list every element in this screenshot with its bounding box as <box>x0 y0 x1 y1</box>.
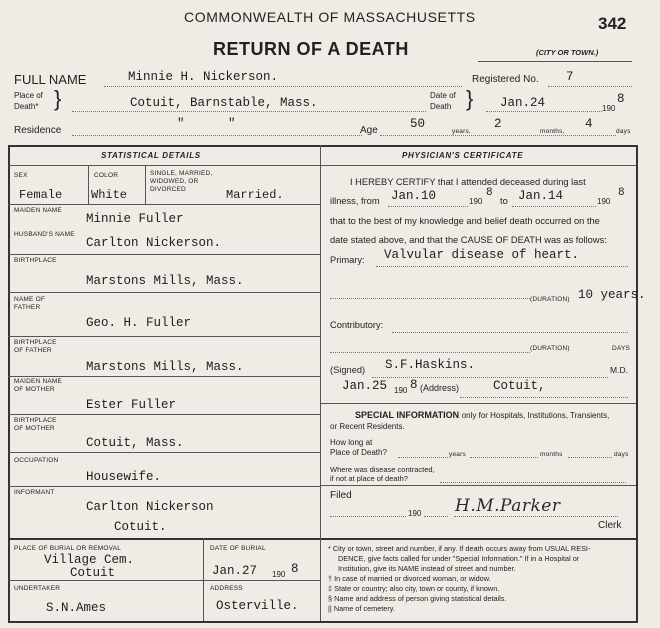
husbands-name-label: HUSBAND'S NAME <box>14 231 75 238</box>
footnote-6: § Name and address of person giving statistical details. <box>328 594 507 603</box>
mother-birthplace-value: Cotuit, Mass. <box>86 436 184 450</box>
undertaker-address-label: ADDRESS <box>210 585 243 592</box>
duration-label-1: (DURATION) <box>530 296 570 303</box>
how-long-months-label: months <box>540 451 563 458</box>
duration-value-1: 10 years. <box>578 288 646 302</box>
burial-place-label: PLACE OF BURIAL OR REMOVAL <box>14 545 122 552</box>
marital-label-1: SINGLE, MARRIED, <box>150 170 213 177</box>
father-label-1: NAME OF <box>14 296 46 303</box>
informant-name-value: Carlton Nickerson <box>86 500 214 514</box>
burial-date-value: Jan.27 <box>212 564 258 578</box>
father-birthplace-value: Marstons Mills, Mass. <box>86 360 244 374</box>
father-name-value: Geo. H. Fuller <box>86 316 192 330</box>
special-heading <box>355 410 609 420</box>
md-label: M.D. <box>610 365 628 375</box>
age-days: 4 <box>585 117 593 131</box>
age-months: 2 <box>494 117 502 131</box>
date-of-death-value: Jan.24 <box>500 96 546 110</box>
occupation-value: Housewife. <box>86 470 162 484</box>
to-year-prefix: 190 <box>597 197 611 206</box>
father-birthplace-label-1: BIRTHPLACE <box>14 339 57 346</box>
age-years: 50 <box>410 117 426 131</box>
statistical-heading: STATISTICAL DETAILS <box>101 151 201 160</box>
clerk-signature: H.M.Parker <box>455 496 561 516</box>
marital-value: Married. <box>226 188 284 202</box>
birthplace-value: Marstons Mills, Mass. <box>86 274 244 288</box>
age-label: Age <box>360 125 378 136</box>
full-name-value: Minnie H. Nickerson. <box>128 70 279 84</box>
age-years-label: years, <box>452 128 471 135</box>
physician-heading: PHYSICIAN'S CERTIFICATE <box>402 151 524 160</box>
mother-label-2: OF MOTHER <box>14 386 55 393</box>
contributory-label: Contributory: <box>330 320 384 330</box>
address-value: Cotuit, <box>493 379 546 393</box>
date-of-death-label-2: Death <box>430 102 452 111</box>
footnote-5: ‡ State or country; also city, town or county, if known. <box>328 584 500 593</box>
mother-birthplace-label-1: BIRTHPLACE <box>14 417 57 424</box>
death-year-suffix: 8 <box>617 92 625 106</box>
registered-no-value: 7 <box>566 70 574 84</box>
death-year-prefix: 190 <box>602 104 616 113</box>
where-label-1: Where was disease contracted, <box>330 465 435 474</box>
certify-line-3: that to the best of my knowledge and belief death occurred on the <box>330 216 600 226</box>
full-name-label: FULL NAME <box>14 72 87 87</box>
burial-place-value-1: Village Cem. <box>44 553 135 567</box>
illness-to-value: Jan.14 <box>518 189 564 203</box>
father-birthplace-label-2: OF FATHER <box>14 347 52 354</box>
sign-date-value: Jan.25 <box>342 379 388 393</box>
footnote-2: DENCE, give facts called for under "Special Information." If in a Hospital or <box>338 554 580 563</box>
burial-date-label: DATE OF BURIAL <box>210 545 266 552</box>
illness-from-label: illness, from <box>330 196 380 206</box>
how-long-years-label: years <box>449 451 466 458</box>
address-label: (Address) <box>420 383 460 393</box>
how-long-label-2: Place of Death? <box>330 448 387 457</box>
state-heading: COMMONWEALTH OF MASSACHUSETTS <box>184 9 476 25</box>
informant-address-value: Cotuit. <box>114 520 167 534</box>
mother-label-1: MAIDEN NAME <box>14 378 63 385</box>
color-value: White <box>91 188 128 202</box>
signed-value: S.F.Haskins. <box>385 358 476 372</box>
residence-label: Residence <box>14 125 62 136</box>
to-label: to <box>500 196 508 206</box>
city-or-town-label: (CITY OR TOWN.) <box>536 48 599 57</box>
footnote-3: Institution, give its NAME instead of street and number. <box>338 564 516 573</box>
certify-text: I HEREBY CERTIFY that I attended deceased during last <box>350 177 586 187</box>
special-heading-bold: SPECIAL INFORMATION <box>355 410 460 420</box>
footnote-4: † In case of married or divorced woman, or widow. <box>328 574 491 583</box>
informant-label: INFORMANT <box>14 489 55 496</box>
primary-cause-value: Valvular disease of heart. <box>384 248 580 262</box>
husbands-name-value: Carlton Nickerson. <box>86 236 222 250</box>
sex-label: SEX <box>14 172 28 179</box>
form-title: RETURN OF A DEATH <box>213 39 409 59</box>
certify-line-4: date stated above, and that the CAUSE OF DEATH was as follows: <box>330 235 607 245</box>
burial-year-suffix: 8 <box>291 562 299 576</box>
to-year-suffix: 8 <box>618 187 625 199</box>
special-heading-rest: only for Hospitals, Institutions, Transients, <box>461 411 610 420</box>
place-of-death-value: Cotuit, Barnstable, Mass. <box>130 96 318 110</box>
footnote-1: * City or town, street and number, if any. If death occurs away from USUAL RESI- <box>328 544 591 553</box>
from-year-prefix: 190 <box>469 197 483 206</box>
marital-label-2: WIDOWED, OR <box>150 178 199 185</box>
special-heading-line-2: or Recent Residents. <box>330 422 405 431</box>
place-of-death-label-2: Death* <box>14 102 39 111</box>
from-year-suffix: 8 <box>486 187 493 199</box>
burial-year-prefix: 190 <box>272 570 286 579</box>
filed-year-prefix: 190 <box>408 509 422 518</box>
duration-label-2: (DURATION) <box>530 345 570 352</box>
mother-name-value: Ester Fuller <box>86 398 177 412</box>
signed-label: (Signed) <box>330 365 366 375</box>
age-days-label: days <box>616 128 631 135</box>
sex-value: Female <box>19 188 63 202</box>
age-months-label: months, <box>540 128 565 135</box>
undertaker-label: UNDERTAKER <box>14 585 61 592</box>
burial-place-value-2: Cotuit <box>70 566 116 580</box>
undertaker-address-value: Osterville. <box>216 599 299 613</box>
sign-year-prefix: 190 <box>394 386 408 395</box>
maiden-name-value: Minnie Fuller <box>86 212 184 226</box>
date-of-death-label-1: Date of <box>430 91 456 100</box>
death-record-page: COMMONWEALTH OF MASSACHUSETTS 342 RETURN OF A DEATH (CITY OR TOWN.) FULL NAME Minnie H. Nickerson. Registered No. 7 Place of Death* } Cotuit, Barnstable, Mass. Date of Death } Jan.24 190 8 Residence " " Age 50 years, 2 months, 4 days STATISTICAL DETAILS PHYSICIAN'S CERTIFICATE SEX Female COLOR White SINGLE, MARRIED, WIDOWED, OR DIVORCED Married. MAIDEN NAME Minnie Fuller HUSBAND'S NAME Carlton Nickerson. BIRTHPLACE Marstons Mills, Mass. NAME OF FATHER Geo. H. Fuller BIRTHPLACE OF FATHER Marstons Mills, Mass. MAIDEN NAME OF MOTHER Ester Fuller BIRTHPLACE OF MOTHER Cotuit, Mass. OCCUPATION Housewife. INFORMANT Carlton Nickerson Cotuit. I HEREBY CERTIFY that I attended deceased during last illness, from Jan.10 190 8 to Jan.14 190 8 that to the best of my knowledge and belief death occurred on the date stated above, and that the CAUSE OF DEATH was as follows: Primary: Valvular disease of heart. (DURATION) 10 years. Contributory: (DURATION) DAYS (Signed) S.F.Haskins. M.D. Jan.25 190 8 (Address) Cotuit, SPECIAL INFORMATION only for Hospitals, Institutions, Transients, or Recent Residents. How long at Place of Death? years months days Where was disease contracted, if not at place of death? Filed 190 H.M.Parker Clerk PLACE OF BURIAL OR REMOVAL Village Cem. Cotuit DATE OF BURIAL Jan.27 190 8 UNDERTAKER S.N.Ames ADDRESS Osterville. * City or town, street and number, if any. If death occurs away from USUAL RESI- DENCE, give facts called for under "Special Information." If in a Hospital or Institution, give its NAME instead of street and number. † In case of married or divorced woman, or widow. ‡ State or country; also city, town or county, if known. § Name and address of person giving statistical details. || Name of cemetery. <box>0 0 660 628</box>
primary-label: Primary: <box>330 255 365 265</box>
color-label: COLOR <box>94 172 119 179</box>
marital-label-3: DIVORCED <box>150 186 186 193</box>
duration-days-label: DAYS <box>612 345 631 352</box>
sign-year-suffix: 8 <box>410 378 418 392</box>
footnote-7: || Name of cemetery. <box>328 604 395 613</box>
how-long-days-label: days <box>614 451 629 458</box>
registered-no-label: Registered No. <box>472 74 539 85</box>
mother-birthplace-label-2: OF MOTHER <box>14 425 55 432</box>
where-label-2: if not at place of death? <box>330 474 408 483</box>
page-number: 342 <box>598 14 627 33</box>
clerk-label: Clerk <box>598 520 622 531</box>
residence-ditto-1: " <box>177 117 185 131</box>
how-long-label-1: How long at <box>330 438 373 447</box>
illness-from-value: Jan.10 <box>391 189 437 203</box>
birthplace-label: BIRTHPLACE <box>14 257 57 264</box>
undertaker-value: S.N.Ames <box>46 601 107 615</box>
filed-label: Filed <box>330 490 352 501</box>
father-label-2: FATHER <box>14 304 41 311</box>
occupation-label: OCCUPATION <box>14 457 59 464</box>
maiden-name-label: MAIDEN NAME <box>14 207 63 214</box>
place-of-death-label-1: Place of <box>14 91 43 100</box>
residence-ditto-2: " <box>228 117 236 131</box>
